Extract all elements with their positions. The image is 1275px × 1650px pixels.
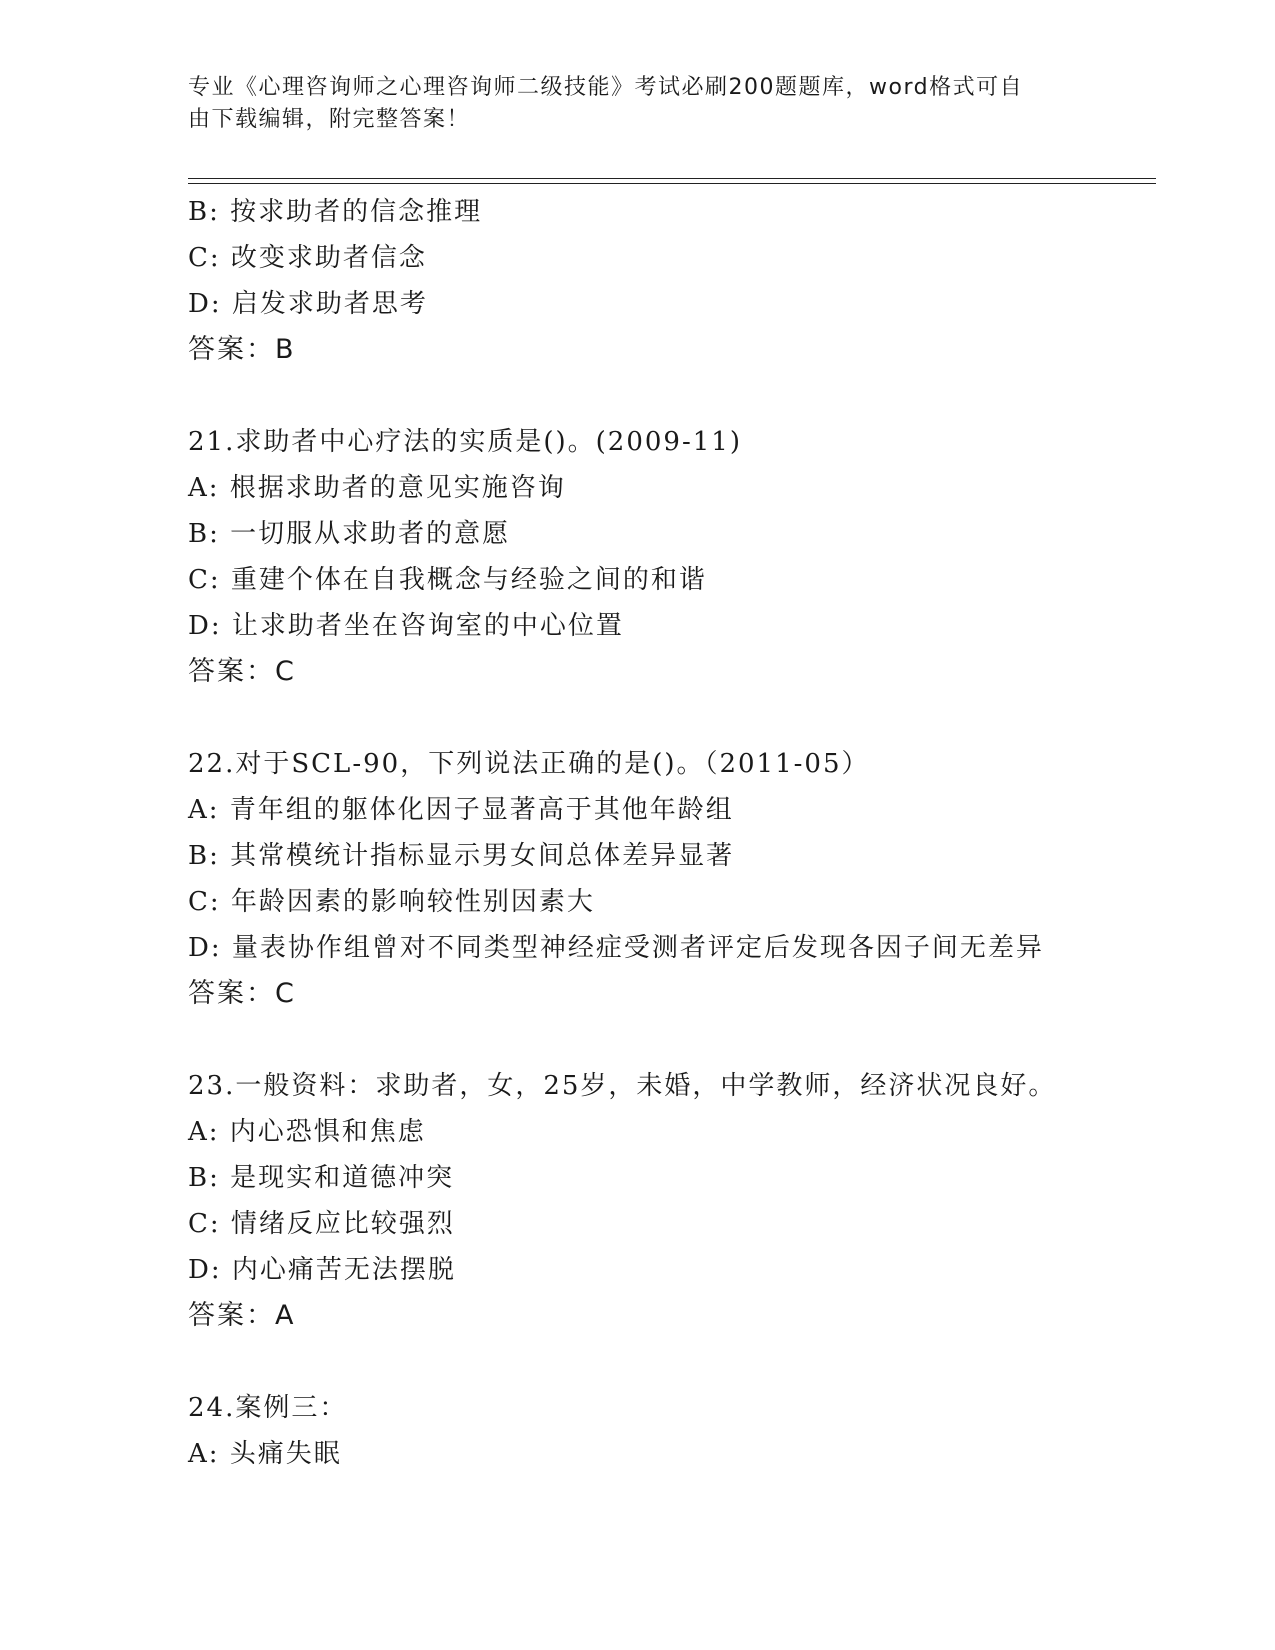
q20-option-d: D: 启发求助者思考 xyxy=(188,289,428,319)
document-header xyxy=(188,72,1068,136)
q23-option-b: B: 是现实和道德冲突 xyxy=(188,1163,455,1193)
spacer xyxy=(188,695,1148,741)
q22-answer: 答案：C xyxy=(188,978,296,1009)
q21-option-c: C: 重建个体在自我概念与经验之间的和谐 xyxy=(188,565,707,595)
q20-option-b: B: 按求助者的信念推理 xyxy=(188,197,483,227)
q21-option-b: B: 一切服从求助者的意愿 xyxy=(188,519,511,549)
q24-stem: 24.案例三： xyxy=(188,1393,348,1423)
spacer xyxy=(188,1339,1148,1385)
q22-option-d: D: 量表协作组曾对不同类型神经症受测者评定后发现各因子间无差异 xyxy=(188,933,1044,963)
q21-option-a: A: 根据求助者的意见实施咨询 xyxy=(188,473,566,503)
q22-option-a: A: 青年组的躯体化因子显著高于其他年龄组 xyxy=(188,795,734,825)
q21-stem: 21.求助者中心疗法的实质是()。(2009-11) xyxy=(188,427,742,457)
header-rule-bottom xyxy=(188,183,1156,184)
header-rule-top xyxy=(188,178,1156,179)
q21-answer: 答案：C xyxy=(188,656,296,687)
q20-answer: 答案：B xyxy=(188,334,296,365)
q22-option-b: B: 其常模统计指标显示男女间总体差异显著 xyxy=(188,841,735,871)
q23-option-d: D: 内心痛苦无法摆脱 xyxy=(188,1255,456,1285)
q23-stem: 23.一般资料：求助者，女，25岁，未婚，中学教师，经济状况良好。 xyxy=(188,1071,1057,1101)
question-list xyxy=(188,189,1148,1477)
q22-stem: 22.对于SCL-90，下列说法正确的是()。（2011-05） xyxy=(188,749,870,779)
q20-option-c: C: 改变求助者信念 xyxy=(188,243,427,273)
spacer xyxy=(188,1017,1148,1063)
q23-option-c: C: 情绪反应比较强烈 xyxy=(188,1209,455,1239)
header-line-2: 由下载编辑，附完整答案！ xyxy=(188,107,471,132)
q21-option-d: D: 让求助者坐在咨询室的中心位置 xyxy=(188,611,624,641)
q23-answer: 答案：A xyxy=(188,1300,296,1331)
header-line-1: 专业《心理咨询师之心理咨询师二级技能》考试必刷200题题库，word格式可自 xyxy=(188,75,1024,100)
q24-option-a: A: 头痛失眠 xyxy=(188,1439,342,1469)
q22-option-c: C: 年龄因素的影响较性别因素大 xyxy=(188,887,595,917)
q23-option-a: A: 内心恐惧和焦虑 xyxy=(188,1117,426,1147)
spacer xyxy=(188,373,1148,419)
